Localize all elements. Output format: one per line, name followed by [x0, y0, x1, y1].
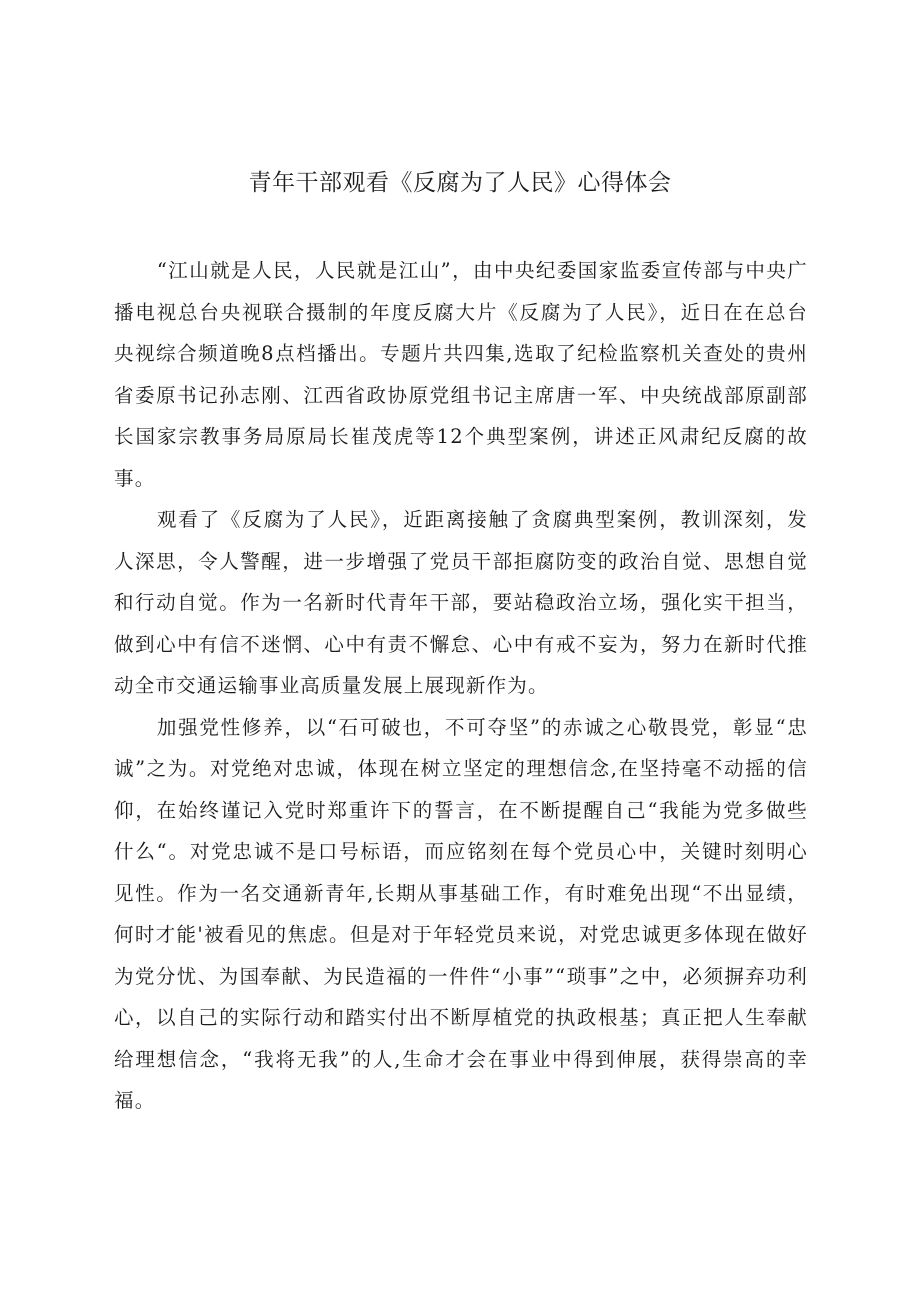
paragraph-3: 加强党性修养，以“石可破也，不可夺坚”的赤诚之心敬畏党，彰显“忠诚”之为。对党绝对忠诚，体现在树立坚定的理想信念,在坚持毫不动摇的信仰，在始终谨记入党时郑重许下的誓言，在不断提醒自己“我能为党多做些什么“。对党忠诚不是口号标语，而应铭刻在每个党员心中，关键时刻明心见性。作为一名交通新青年,长期从事基础工作，有时难免出现“不出显绩，何时才能'被看见的焦虑。但是对于年轻党员来说，对党忠诚更多体现在做好为党分忧、为国奉献、为民造福的一件件“小事”“琐事”之中，必须摒弃功利心，以自己的实际行动和踏实付出不断厚植党的执政根基；真正把人生奉献给理想信念，“我将无我”的人,生命才会在事业中得到伸展，获得崇高的幸福。	[114, 715, 808, 1112]
document-title: 青年干部观看《反腐为了人民》心得体会	[248, 170, 672, 196]
paragraph-2: 观看了《反腐为了人民》，近距离接触了贪腐典型案例，教训深刻，发人深思，令人警醒，进一步增强了党员干部拒腐防变的政治自觉、思想自觉和行动自觉。作为一名新时代青年干部，要站稳政治立场，强化实干担当，做到心中有信不迷惘、心中有责不懈怠、心中有戒不妄为，努力在新时代推动全市交通运输事业高质量发展上展现新作为。	[114, 508, 808, 697]
paragraph-1: “江山就是人民，人民就是江山”，由中央纪委国家监委宣传部与中央广播电视总台央视联合摄制的年度反腐大片《反腐为了人民》，近日在在总台央视综合频道晚8点档播出。专题片共四集,选取了纪检监察机关查处的贵州省委原书记孙志刚、江西省政协原党组书记主席唐一军、中央统战部原副部长国家宗教事务局原局长崔茂虎等12个典型案例，讲述正风肃纪反腐的故事。	[114, 259, 808, 490]
document-body	[114, 250, 808, 1122]
